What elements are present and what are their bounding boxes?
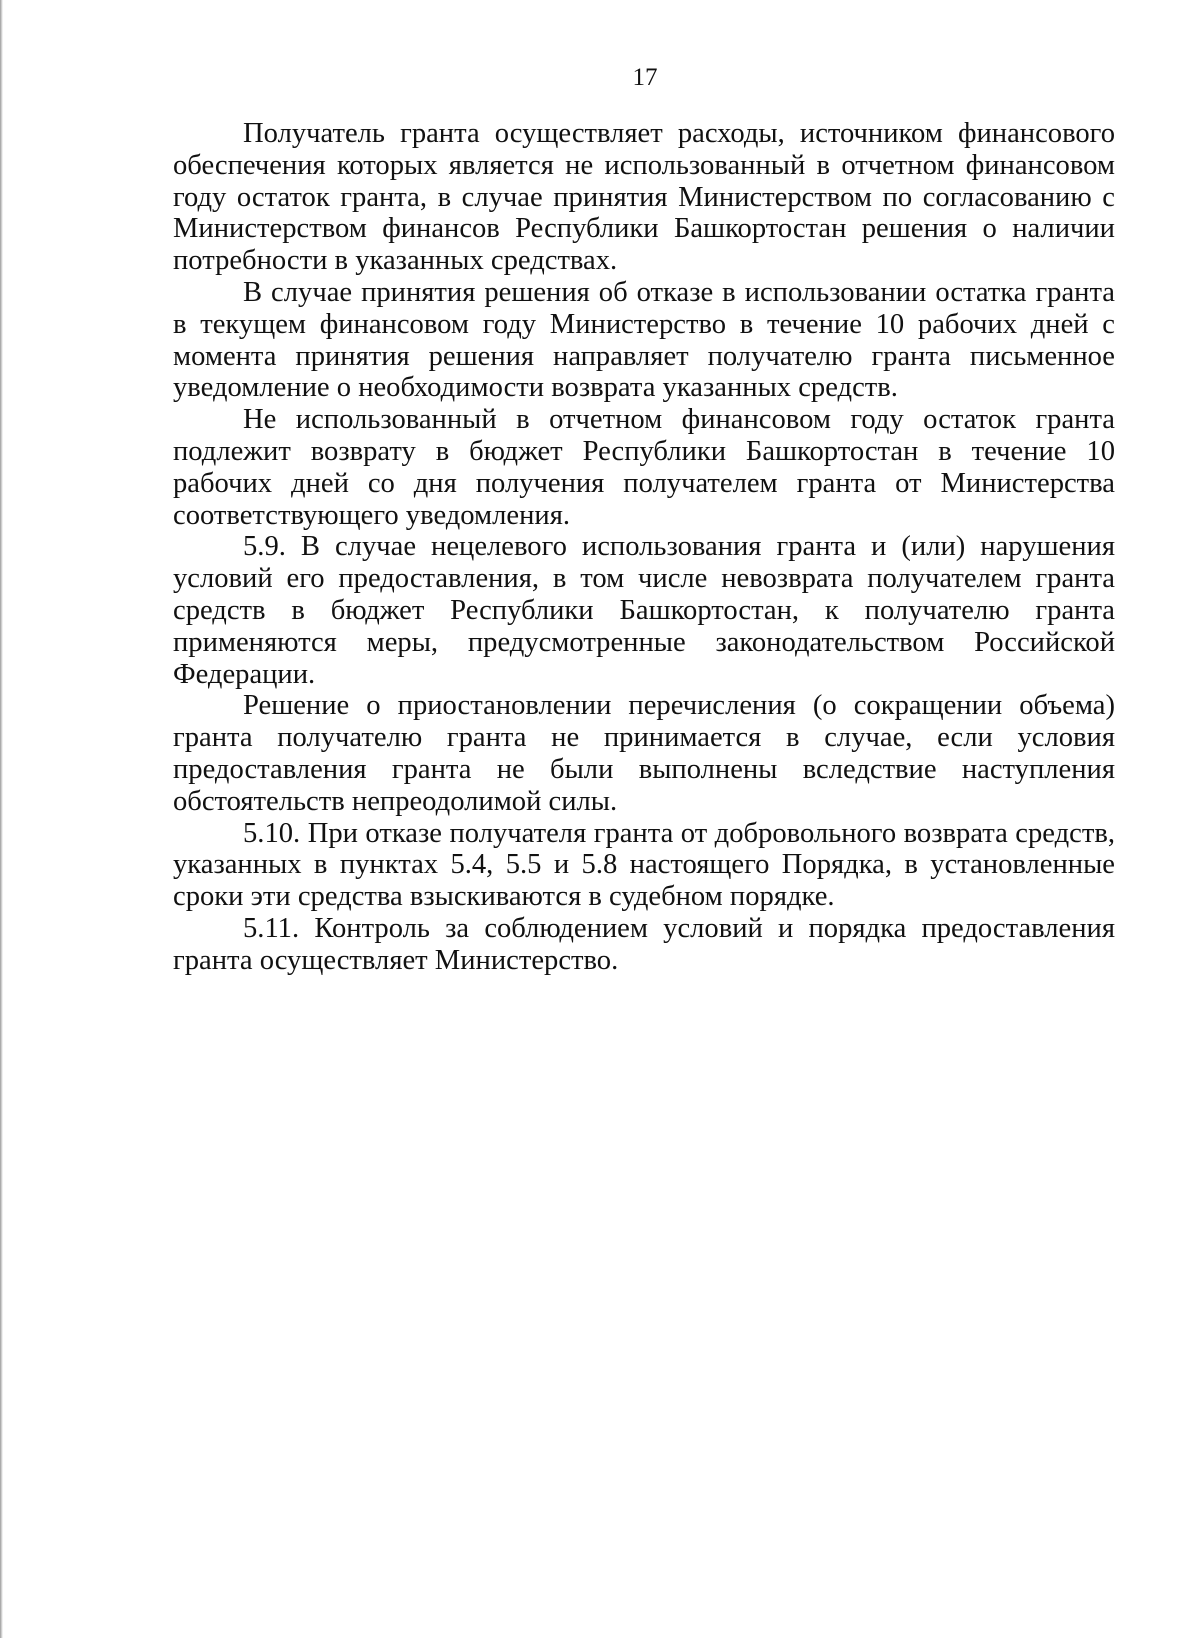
paragraph-5-11-control: 5.11. Контроль за соблюдением условий и порядка предоставления гранта осуществляет Министерство. [173, 912, 1115, 976]
paragraph-unused-remainder-return: Не использованный в отчетном финансовом году остаток гранта подлежит возврату в бюджет Республики Башкортостан в течение 10 рабочих дней со дня получения получателем гранта от Министерства соответствующего уведомления. [173, 404, 1115, 531]
paragraph-5-9-misuse-measures: 5.9. В случае нецелевого использования гранта и (или) нарушения условий его предоставления, в том числе невозврата получателем гранта средств в бюджет Республики Башкортостан, к получателю гранта применяются меры, предусмотренные законодательством Российской Федерации. [173, 531, 1115, 690]
paragraph-5-10-court-recovery: 5.10. При отказе получателя гранта от добровольного возврата средств, указанных в пунктах 5.4, 5.5 и 5.8 настоящего Порядка, в установленные сроки эти средства взыскиваются в судебном порядке. [173, 817, 1115, 913]
page-number: 17 [632, 64, 658, 91]
document-body [173, 118, 1115, 977]
paragraph-grant-remainder-expenses: Получатель гранта осуществляет расходы, источником финансового обеспечения которых является не использованный в отчетном финансовом году остаток гранта, в случае принятия Министерством по согласованию с Министерством финансов Республики Башкортостан решения о наличии потребности в указанных средствах. [173, 118, 1115, 277]
scan-edge [0, 0, 3, 1638]
paragraph-refusal-notice: В случае принятия решения об отказе в использовании остатка гранта в текущем финансовом году Министерство в течение 10 рабочих дней с момента принятия решения направляет получателю гранта письменное уведомление о необходимости возврата указанных средств. [173, 276, 1115, 404]
paragraph-force-majeure: Решение о приостановлении перечисления (о сокращении объема) гранта получателю гранта не принимается в случае, если условия предоставления гранта не были выполнены вследствие наступления обстоятельств непреодолимой силы. [173, 690, 1115, 817]
